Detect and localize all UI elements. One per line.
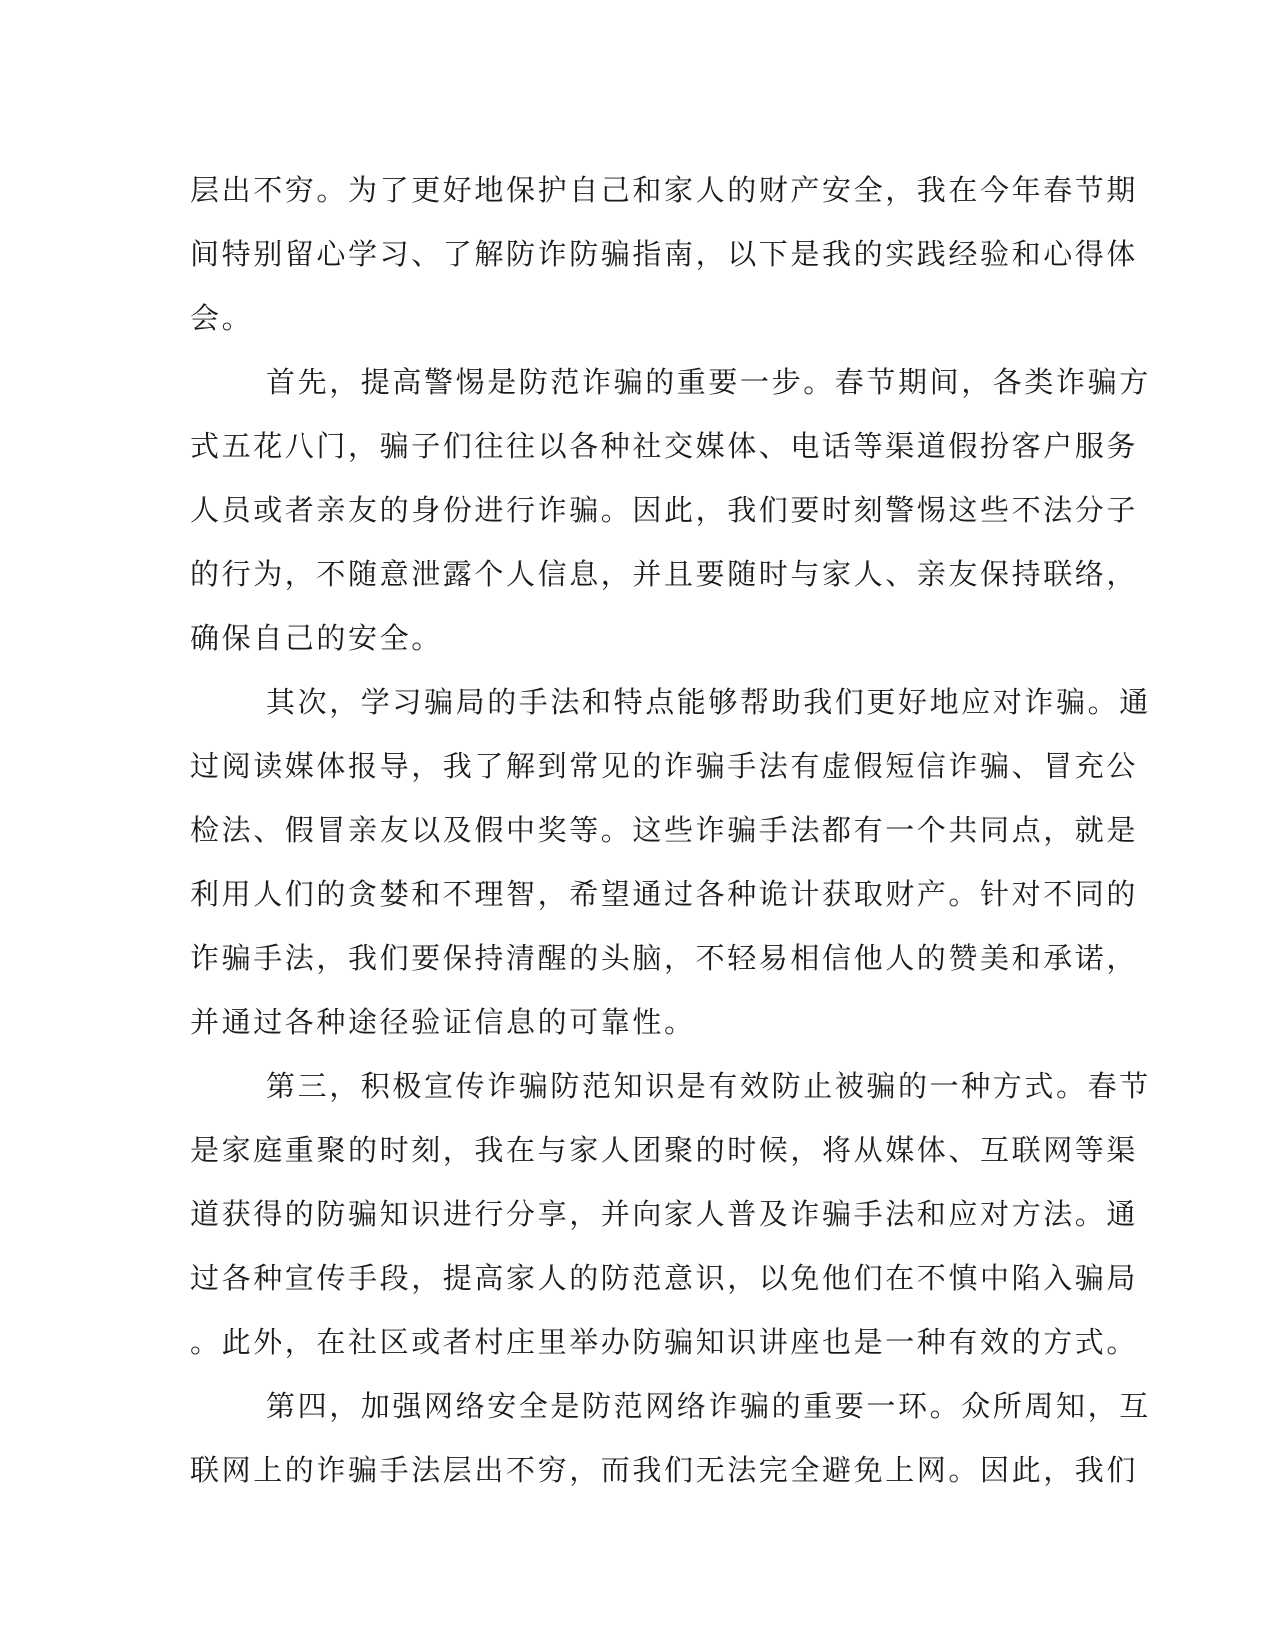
text-line: 确保自己的安全。 — [190, 621, 443, 655]
paragraph-second-point — [190, 670, 1151, 1054]
text-line: 首先，提高警惕是防范诈骗的重要一步。春节期间，各类诈骗方 — [266, 365, 1151, 399]
text-line: 第四，加强网络安全是防范网络诈骗的重要一环。众所周知，互 — [266, 1389, 1151, 1423]
text-line: 检法、假冒亲友以及假中奖等。这些诈骗手法都有一个共同点，就是 — [190, 813, 1139, 847]
document-body — [190, 158, 1151, 1502]
text-line: 层出不穷。为了更好地保护自己和家人的财产安全，我在今年春节期 — [190, 173, 1139, 207]
paragraph-first-point — [190, 350, 1151, 670]
text-line: 第三，积极宣传诈骗防范知识是有效防止被骗的一种方式。春节 — [266, 1069, 1151, 1103]
text-line: 联网上的诈骗手法层出不穷，而我们无法完全避免上网。因此，我们 — [190, 1453, 1139, 1487]
paragraph-intro-continuation — [190, 158, 1139, 350]
text-line: 并通过各种途径验证信息的可靠性。 — [190, 1005, 696, 1039]
text-line: 的行为，不随意泄露个人信息，并且要随时与家人、亲友保持联络， — [190, 557, 1139, 591]
text-line: 其次，学习骗局的手法和特点能够帮助我们更好地应对诈骗。通 — [266, 685, 1151, 719]
text-line: 间特别留心学习、了解防诈防骗指南，以下是我的实践经验和心得体 — [190, 237, 1139, 271]
text-line: 过阅读媒体报导，我了解到常见的诈骗手法有虚假短信诈骗、冒充公 — [190, 749, 1139, 783]
text-line: 式五花八门，骗子们往往以各种社交媒体、电话等渠道假扮客户服务 — [190, 429, 1139, 463]
paragraph-fourth-point — [190, 1374, 1151, 1502]
text-line: 道获得的防骗知识进行分享，并向家人普及诈骗手法和应对方法。通 — [190, 1197, 1139, 1231]
text-line: 人员或者亲友的身份进行诈骗。因此，我们要时刻警惕这些不法分子 — [190, 493, 1139, 527]
text-line: 。此外，在社区或者村庄里举办防骗知识讲座也是一种有效的方式。 — [190, 1325, 1139, 1359]
text-line: 过各种宣传手段，提高家人的防范意识，以免他们在不慎中陷入骗局 — [190, 1261, 1139, 1295]
text-line: 是家庭重聚的时刻，我在与家人团聚的时候，将从媒体、互联网等渠 — [190, 1133, 1139, 1167]
paragraph-third-point — [190, 1054, 1151, 1374]
text-line: 会。 — [190, 301, 254, 335]
text-line: 诈骗手法，我们要保持清醒的头脑，不轻易相信他人的赞美和承诺， — [190, 941, 1139, 975]
text-line: 利用人们的贪婪和不理智，希望通过各种诡计获取财产。针对不同的 — [190, 877, 1139, 911]
